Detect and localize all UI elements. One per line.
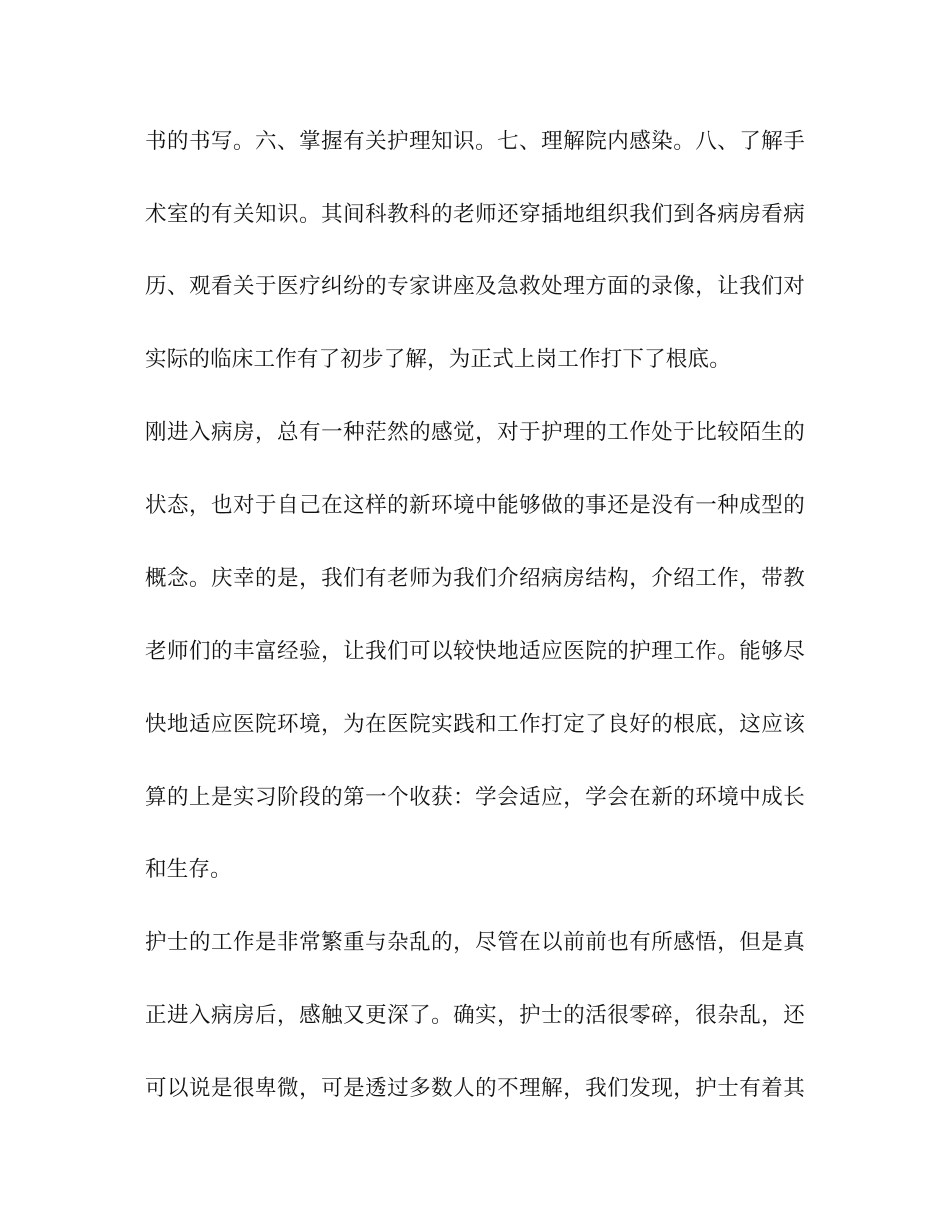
text-line: 可以说是很卑微，可是透过多数人的不理解，我们发现，护士有着其 xyxy=(145,1076,805,1101)
text-line: 快地适应医院环境，为在医院实践和工作打定了良好的根底，这应该 xyxy=(145,712,805,737)
text-line: 正进入病房后，感触又更深了。确实，护士的活很零碎，很杂乱，还 xyxy=(145,1003,805,1028)
text-line: 术室的有关知识。其间科教科的老师还穿插地组织我们到各病房看病 xyxy=(145,202,805,227)
text-line: 书的书写。六、掌握有关护理知识。七、理解院内感染。八、了解手 xyxy=(145,129,805,154)
text-line: 刚进入病房，总有一种茫然的感觉，对于护理的工作处于比较陌生的 xyxy=(145,420,805,445)
text-line: 老师们的丰富经验，让我们可以较快地适应医院的护理工作。能够尽 xyxy=(145,639,805,664)
text-line: 和生存。 xyxy=(145,857,232,882)
text-line: 算的上是实习阶段的第一个收获：学会适应，学会在新的环境中成长 xyxy=(145,785,805,810)
text-line: 概念。庆幸的是，我们有老师为我们介绍病房结构，介绍工作，带教 xyxy=(145,566,805,591)
text-line: 状态，也对于自己在这样的新环境中能够做的事还是没有一种成型的 xyxy=(145,493,805,518)
text-line: 历、观看关于医疗纠纷的专家讲座及急救处理方面的录像，让我们对 xyxy=(145,274,805,299)
text-line: 实际的临床工作有了初步了解，为正式上岗工作打下了根底。 xyxy=(145,347,731,372)
text-line: 护士的工作是非常繁重与杂乱的，尽管在以前前也有所感悟，但是真 xyxy=(145,930,805,955)
